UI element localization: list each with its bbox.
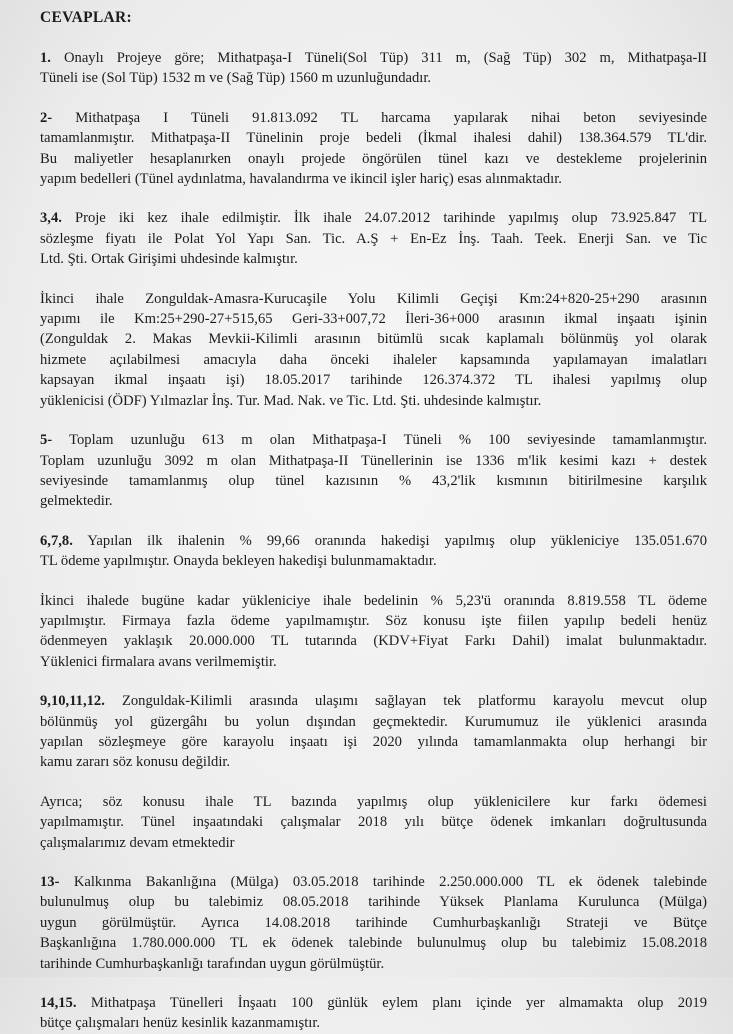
paragraph-line xyxy=(40,591,707,611)
line-text: Toplam uzunluğu 3092 m olan Mithatpaşa-II Tünellerinin ise 1336 m'lik kesimi kazı + destek xyxy=(40,452,707,469)
line-text: Zonguldak-Kilimli arasında ulaşımı sağlayan tek platformu karayolu mevcut olup xyxy=(104,693,707,710)
paragraph-line xyxy=(40,993,707,1013)
line-text: uygun görülmüştür. Ayrıca 14.08.2018 tarihinde Cumhurbaşkanlığı Strateji ve Bütçe xyxy=(40,914,707,931)
line-text: Toplam uzunluğu 613 m olan Mithatpaşa-I Tüneli % 100 seviyesinde tamamlanmıştır. xyxy=(52,432,707,449)
paragraph-line xyxy=(40,149,707,169)
document-title: CEVAPLAR: xyxy=(40,9,132,26)
line-text: Ltd. Şti. Ortak Girişimi uhdesinde kalmıştır. xyxy=(40,251,298,268)
paragraph-line xyxy=(40,652,707,672)
paragraph-line xyxy=(40,289,707,309)
line-text: hizmete açılabilmesi amacıyla daha önceki ihaleler kapsamında yapılamayan imalatları xyxy=(40,351,707,368)
answer-paragraph xyxy=(40,208,707,269)
line-text: Yapılan ilk ihalenin % 99,66 oranında hakedişi yapılmış olup yükleniciye 135.051.670 xyxy=(72,532,707,549)
paragraph-line xyxy=(40,329,707,349)
paragraph-line xyxy=(40,208,707,228)
line-text: bölünmüş yol güzergâhı bu yolun dışından geçmektedir. Kurumumuz ile yüklenici arasında xyxy=(40,713,707,730)
answer-number: 1. xyxy=(40,50,51,66)
answer-paragraph xyxy=(40,872,707,974)
paragraph-line xyxy=(40,391,707,411)
line-text: Bu maliyetler hesaplanırken onaylı projede öngörülen tünel kazı ve destekleme projelerinin xyxy=(40,150,707,167)
answers-body xyxy=(40,48,707,1034)
paragraph-line xyxy=(40,712,707,732)
paragraph-line xyxy=(40,229,707,249)
line-text: TL ödeme yapılmıştır. Onayda bekleyen hakedişi bulunmamaktadır. xyxy=(40,553,437,570)
answer-paragraph xyxy=(40,48,707,89)
paragraph-line xyxy=(40,108,707,128)
paragraph-line xyxy=(40,812,707,832)
line-text: İkinci ihalede bugüne kadar yükleniciye ihale bedelinin % 5,23'ü oranında 8.819.558 TL ödeme xyxy=(40,592,707,609)
paragraph-line xyxy=(40,350,707,370)
paragraph-line xyxy=(40,913,707,933)
answer-paragraph xyxy=(40,108,707,190)
paragraph-line xyxy=(40,611,707,631)
paragraph-line xyxy=(40,933,707,953)
line-text: yapımı ile Km:25+290-27+515,65 Geri-33+007,72 İleri-36+000 arasının ikmal inşaatı işinin xyxy=(40,311,707,328)
line-text: bulunulmuş olup bu talebimiz 08.05.2018 tarihinde Yüksek Planlama Kurulunca (Mülga) xyxy=(40,894,707,911)
paragraph-line xyxy=(40,691,707,711)
answer-number: 6,7,8. xyxy=(40,532,73,549)
answer-paragraph xyxy=(40,289,707,411)
line-text: yüklenicisi (ÖDF) Yılmazlar İnş. Tur. Mad. Nak. ve Tic. Ltd. Şti. uhdesinde kalmıştır. xyxy=(40,392,542,409)
paragraph-line xyxy=(40,370,707,390)
answer-number: 14,15. xyxy=(40,995,77,1012)
line-text: Tüneli ise (Sol Tüp) 1532 m ve (Sağ Tüp) 1560 m uzunluğundadır. xyxy=(40,70,432,87)
line-text: yapım bedelleri (Tünel aydınlatma, havalandırma ve ikincil işler hariç) esas alınmaktadır. xyxy=(40,171,562,188)
answer-number: 5- xyxy=(40,432,53,449)
answer-paragraph xyxy=(40,430,707,512)
line-text: yapılan sözleşmeye göre karayolu inşaatı işi 2020 yılında tamamlanmakta olup herhangi bir xyxy=(40,733,707,750)
line-text: sözleşme fiyatı ile Polat Yol Yapı San. Tic. A.Ş + En-Ez İnş. Taah. Teek. Enerji San. ve Tic xyxy=(40,230,707,247)
line-text: yapılmıştır. Firmaya fazla ödeme yapılmamıştır. Söz konusu işte fiilen yapılıp bedeli henüz xyxy=(40,612,707,629)
answer-number: 9,10,11,12. xyxy=(40,693,105,710)
paragraph-line xyxy=(40,430,707,450)
paragraph-line xyxy=(40,752,707,772)
answer-paragraph xyxy=(40,792,707,853)
line-text: seviyesinde tamamlanmış olup tünel kazısının % 43,2'lik kısmının bitirilmesine karşılık xyxy=(40,472,707,489)
line-text: ödenmeyen yaklaşık 20.000.000 TL tutarında (KDV+Fiyat Farkı Dahil) imalat bulunmaktadır. xyxy=(40,633,707,650)
line-text: Mithatpaşa I Tüneli 91.813.092 TL harcama yapılarak nihai beton seviyesinde xyxy=(52,109,707,126)
line-text: çalışmalarımız devam etmektedir xyxy=(40,834,235,851)
paragraph-line xyxy=(40,249,707,269)
paragraph-line xyxy=(40,551,707,571)
line-text: kamu zararı söz konusu değildir. xyxy=(40,754,231,771)
paragraph-line xyxy=(40,833,707,853)
paragraph-line xyxy=(40,169,707,189)
answer-number: 13- xyxy=(40,874,60,890)
paragraph-line xyxy=(40,872,707,892)
line-text: Yüklenici firmalara avans verilmemiştir. xyxy=(40,653,277,670)
answer-number: 3,4. xyxy=(40,210,62,227)
line-text: bütçe çalışmaları henüz kesinlik kazanmamıştır. xyxy=(40,1015,321,1032)
paragraph-line xyxy=(40,451,707,471)
paragraph-line xyxy=(40,531,707,551)
paragraph-line xyxy=(40,471,707,491)
paragraph-line xyxy=(40,491,707,511)
line-text: tarihinde Cumhurbaşkanlığı tarafından uygun görülmüştür. xyxy=(40,955,385,972)
line-text: (Zonguldak 2. Makas Mevkii-Kilimli arasının bitümlü sıcak kaplamalı bölünmüş yol olarak xyxy=(40,331,707,348)
line-text: Ayrıca; söz konusu ihale TL bazında yapılmış olup yüklenicilere kur farkı ödemesi xyxy=(40,793,707,810)
line-text: gelmektedir. xyxy=(40,493,113,510)
paragraph-line xyxy=(40,68,707,88)
line-text: tamamlanmıştır. Mithatpaşa-II Tünelinin proje bedeli (İkmal ihalesi dahil) 138.364.579 TL'dir. xyxy=(40,130,707,147)
paragraph-line xyxy=(40,954,707,974)
paragraph-line xyxy=(40,48,707,68)
paragraph-line xyxy=(40,1013,707,1033)
line-text: Mithatpaşa Tünelleri İnşaatı 100 günlük eylem planı içinde yer almamakta olup 2019 xyxy=(76,995,707,1012)
answer-paragraph xyxy=(40,691,707,773)
answer-paragraph xyxy=(40,531,707,572)
paragraph-line xyxy=(40,892,707,912)
answer-paragraph xyxy=(40,993,707,1034)
paragraph-line xyxy=(40,631,707,651)
paragraph-line xyxy=(40,128,707,148)
paragraph-line xyxy=(40,792,707,812)
paragraph-line xyxy=(40,732,707,752)
answer-paragraph xyxy=(40,591,707,673)
paragraph-line xyxy=(40,309,707,329)
line-text: Proje iki kez ihale edilmiştir. İlk ihale 24.07.2012 tarihinde yapılmış olup 73.925.847 TL xyxy=(61,210,707,227)
answer-number: 2- xyxy=(40,109,53,126)
line-text: Başkanlığına 1.780.000.000 TL ek ödenek talebinde bulunulmuş olup bu talebimiz 15.08.2018 xyxy=(40,935,707,952)
line-text: Kalkınma Bakanlığına (Mülga) 03.05.2018 tarihinde 2.250.000.000 TL ek ödenek talebinde xyxy=(59,874,707,890)
line-text: yapılmamıştır. Tünel inşaatındaki çalışmalar 2018 yılı bütçe ödenek imkanları doğrultusunda xyxy=(40,814,707,831)
line-text: Onaylı Projeye göre; Mithatpaşa-I Tüneli(Sol Tüp) 311 m, (Sağ Tüp) 302 m, Mithatpaşa-II xyxy=(50,50,707,66)
line-text: İkinci ihale Zonguldak-Amasra-Kurucaşile Yolu Kilimli Geçişi Km:24+820-25+290 arasının xyxy=(40,290,707,307)
line-text: kapsayan ikmal inşaatı işi) 18.05.2017 tarihinde 126.374.372 TL ihalesi yapılmış olup xyxy=(40,372,707,389)
